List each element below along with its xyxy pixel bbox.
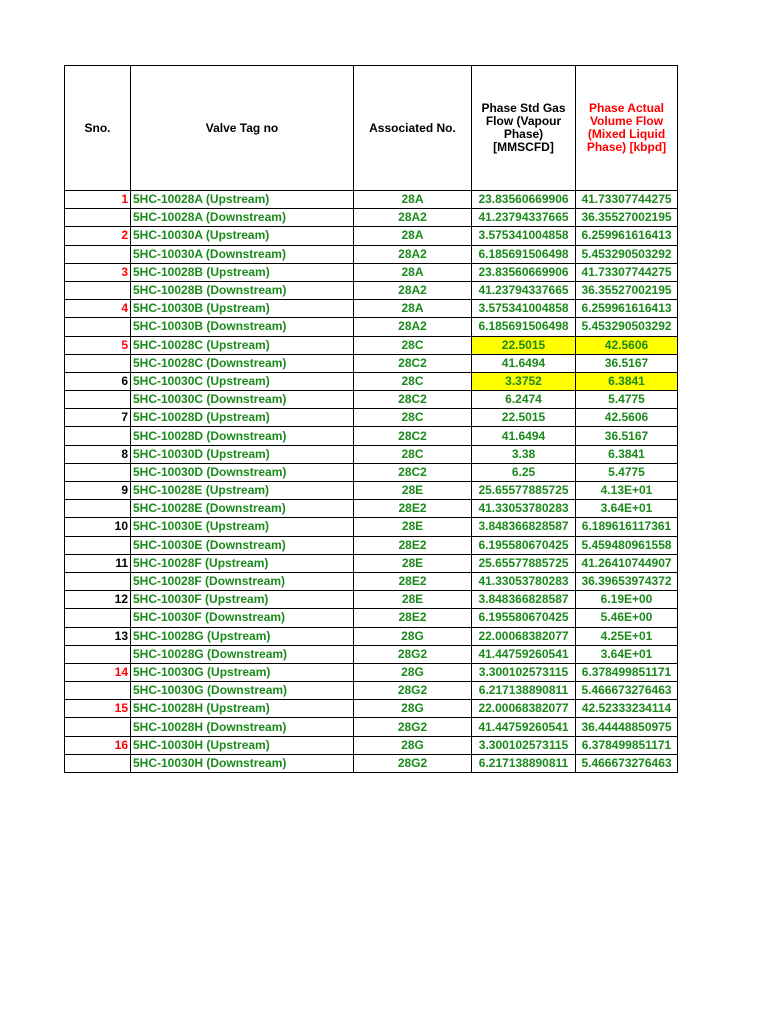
cell-sno[interactable] — [65, 318, 131, 336]
valve-flow-table — [64, 65, 678, 773]
cell-associated-no[interactable]: 28C2 — [354, 427, 472, 445]
cell-associated-no[interactable]: 28C2 — [354, 463, 472, 481]
cell-associated-no[interactable]: 28G — [354, 700, 472, 718]
table-row — [65, 318, 678, 336]
table-row — [65, 718, 678, 736]
cell-valve-tag[interactable]: 5HC-10030C (Upstream) — [131, 372, 354, 390]
cell-associated-no[interactable]: 28E2 — [354, 572, 472, 590]
cell-sno[interactable]: 1 — [65, 191, 131, 209]
cell-gas-flow[interactable]: 41.33053780283 — [472, 500, 576, 518]
table-row — [65, 736, 678, 754]
cell-associated-no[interactable]: 28A2 — [354, 245, 472, 263]
cell-liquid-flow[interactable]: 42.5606 — [576, 409, 678, 427]
cell-gas-flow[interactable]: 6.195580670425 — [472, 536, 576, 554]
cell-liquid-flow[interactable]: 4.13E+01 — [576, 482, 678, 500]
cell-valve-tag[interactable]: 5HC-10028F (Upstream) — [131, 554, 354, 572]
cell-gas-flow[interactable]: 6.217138890811 — [472, 754, 576, 772]
cell-liquid-flow[interactable]: 6.3841 — [576, 445, 678, 463]
cell-liquid-flow[interactable]: 36.44448850975 — [576, 718, 678, 736]
cell-valve-tag[interactable]: 5HC-10030E (Downstream) — [131, 536, 354, 554]
cell-valve-tag[interactable]: 5HC-10030H (Downstream) — [131, 754, 354, 772]
cell-sno[interactable] — [65, 245, 131, 263]
table-row — [65, 482, 678, 500]
cell-sno[interactable]: 16 — [65, 736, 131, 754]
cell-liquid-flow[interactable]: 3.64E+01 — [576, 500, 678, 518]
cell-valve-tag[interactable]: 5HC-10028E (Upstream) — [131, 482, 354, 500]
table-row — [65, 372, 678, 390]
cell-associated-no[interactable]: 28E2 — [354, 536, 472, 554]
cell-liquid-flow[interactable]: 6.189616117361 — [576, 518, 678, 536]
table-row — [65, 191, 678, 209]
cell-valve-tag[interactable]: 5HC-10028H (Downstream) — [131, 718, 354, 736]
cell-gas-flow[interactable]: 25.65577885725 — [472, 482, 576, 500]
cell-valve-tag[interactable]: 5HC-10028E (Downstream) — [131, 500, 354, 518]
cell-gas-flow[interactable]: 3.38 — [472, 445, 576, 463]
header-associated-no: Associated No. — [354, 66, 472, 191]
cell-valve-tag[interactable]: 5HC-10028C (Upstream) — [131, 336, 354, 354]
cell-sno[interactable] — [65, 281, 131, 299]
table-row — [65, 554, 678, 572]
cell-liquid-flow[interactable]: 5.466673276463 — [576, 682, 678, 700]
cell-associated-no[interactable]: 28E2 — [354, 609, 472, 627]
cell-gas-flow[interactable]: 22.5015 — [472, 336, 576, 354]
cell-gas-flow[interactable]: 6.185691506498 — [472, 245, 576, 263]
table-row — [65, 572, 678, 590]
table-row — [65, 245, 678, 263]
cell-gas-flow[interactable]: 22.00068382077 — [472, 627, 576, 645]
cell-sno[interactable]: 3 — [65, 263, 131, 281]
cell-gas-flow[interactable]: 41.23794337665 — [472, 281, 576, 299]
cell-valve-tag[interactable]: 5HC-10028B (Downstream) — [131, 281, 354, 299]
header-liquid-flow: Phase Actual Volume Flow (Mixed Liquid Phase) [kbpd] — [576, 66, 678, 191]
cell-liquid-flow[interactable]: 36.39653974372 — [576, 572, 678, 590]
table-row — [65, 591, 678, 609]
cell-gas-flow[interactable]: 3.848366828587 — [472, 518, 576, 536]
cell-gas-flow[interactable]: 3.3752 — [472, 372, 576, 390]
table-row — [65, 754, 678, 772]
cell-associated-no[interactable]: 28G2 — [354, 682, 472, 700]
cell-gas-flow[interactable]: 41.6494 — [472, 354, 576, 372]
table-row — [65, 336, 678, 354]
cell-sno[interactable]: 12 — [65, 591, 131, 609]
cell-associated-no[interactable]: 28E — [354, 482, 472, 500]
table-row — [65, 209, 678, 227]
cell-valve-tag[interactable]: 5HC-10028H (Upstream) — [131, 700, 354, 718]
cell-associated-no[interactable]: 28G — [354, 627, 472, 645]
header-row — [65, 66, 678, 191]
table-row — [65, 663, 678, 681]
cell-sno[interactable] — [65, 427, 131, 445]
cell-sno[interactable] — [65, 609, 131, 627]
cell-gas-flow[interactable]: 41.44759260541 — [472, 645, 576, 663]
cell-valve-tag[interactable]: 5HC-10030D (Downstream) — [131, 463, 354, 481]
cell-valve-tag[interactable]: 5HC-10030B (Upstream) — [131, 300, 354, 318]
cell-sno[interactable]: 11 — [65, 554, 131, 572]
cell-liquid-flow[interactable]: 6.3841 — [576, 372, 678, 390]
cell-associated-no[interactable]: 28E — [354, 518, 472, 536]
cell-gas-flow[interactable]: 3.575341004858 — [472, 300, 576, 318]
cell-sno[interactable]: 9 — [65, 482, 131, 500]
cell-gas-flow[interactable]: 3.300102573115 — [472, 663, 576, 681]
table-row — [65, 281, 678, 299]
cell-gas-flow[interactable]: 3.848366828587 — [472, 591, 576, 609]
cell-liquid-flow[interactable]: 5.453290503292 — [576, 318, 678, 336]
cell-sno[interactable]: 4 — [65, 300, 131, 318]
table-row — [65, 391, 678, 409]
cell-liquid-flow[interactable]: 5.453290503292 — [576, 245, 678, 263]
cell-valve-tag[interactable]: 5HC-10030A (Downstream) — [131, 245, 354, 263]
cell-liquid-flow[interactable]: 6.259961616413 — [576, 300, 678, 318]
cell-gas-flow[interactable]: 23.83560669906 — [472, 191, 576, 209]
cell-liquid-flow[interactable]: 4.25E+01 — [576, 627, 678, 645]
cell-gas-flow[interactable]: 6.2474 — [472, 391, 576, 409]
cell-sno[interactable]: 8 — [65, 445, 131, 463]
cell-gas-flow[interactable]: 6.25 — [472, 463, 576, 481]
cell-associated-no[interactable]: 28G — [354, 663, 472, 681]
table-row — [65, 354, 678, 372]
table-row — [65, 500, 678, 518]
cell-associated-no[interactable]: 28C2 — [354, 354, 472, 372]
cell-gas-flow[interactable]: 22.5015 — [472, 409, 576, 427]
cell-gas-flow[interactable]: 3.575341004858 — [472, 227, 576, 245]
cell-valve-tag[interactable]: 5HC-10030E (Upstream) — [131, 518, 354, 536]
cell-liquid-flow[interactable]: 36.35527002195 — [576, 281, 678, 299]
cell-sno[interactable] — [65, 391, 131, 409]
cell-associated-no[interactable]: 28A2 — [354, 209, 472, 227]
cell-valve-tag[interactable]: 5HC-10030F (Upstream) — [131, 591, 354, 609]
cell-liquid-flow[interactable]: 36.5167 — [576, 427, 678, 445]
cell-valve-tag[interactable]: 5HC-10028A (Upstream) — [131, 191, 354, 209]
cell-sno[interactable] — [65, 572, 131, 590]
cell-associated-no[interactable]: 28C — [354, 336, 472, 354]
cell-valve-tag[interactable]: 5HC-10028D (Upstream) — [131, 409, 354, 427]
cell-gas-flow[interactable]: 41.6494 — [472, 427, 576, 445]
table-row — [65, 463, 678, 481]
cell-sno[interactable]: 15 — [65, 700, 131, 718]
table-row — [65, 700, 678, 718]
cell-sno[interactable] — [65, 718, 131, 736]
cell-associated-no[interactable]: 28G2 — [354, 645, 472, 663]
cell-associated-no[interactable]: 28A — [354, 191, 472, 209]
table-row — [65, 409, 678, 427]
cell-gas-flow[interactable]: 41.23794337665 — [472, 209, 576, 227]
cell-valve-tag[interactable]: 5HC-10030D (Upstream) — [131, 445, 354, 463]
cell-liquid-flow[interactable]: 5.4775 — [576, 391, 678, 409]
cell-sno[interactable] — [65, 645, 131, 663]
cell-valve-tag[interactable]: 5HC-10028A (Downstream) — [131, 209, 354, 227]
table-row — [65, 227, 678, 245]
cell-gas-flow[interactable]: 6.217138890811 — [472, 682, 576, 700]
table-row — [65, 627, 678, 645]
cell-gas-flow[interactable]: 23.83560669906 — [472, 263, 576, 281]
cell-gas-flow[interactable]: 22.00068382077 — [472, 700, 576, 718]
cell-associated-no[interactable]: 28E — [354, 554, 472, 572]
cell-associated-no[interactable]: 28A — [354, 300, 472, 318]
cell-valve-tag[interactable]: 5HC-10028G (Downstream) — [131, 645, 354, 663]
cell-sno[interactable] — [65, 682, 131, 700]
table-row — [65, 300, 678, 318]
cell-liquid-flow[interactable]: 5.46E+00 — [576, 609, 678, 627]
cell-valve-tag[interactable]: 5HC-10030H (Upstream) — [131, 736, 354, 754]
cell-gas-flow[interactable]: 41.33053780283 — [472, 572, 576, 590]
cell-liquid-flow[interactable]: 36.5167 — [576, 354, 678, 372]
cell-sno[interactable] — [65, 354, 131, 372]
cell-sno[interactable]: 10 — [65, 518, 131, 536]
table-body — [65, 191, 678, 773]
cell-liquid-flow[interactable]: 3.64E+01 — [576, 645, 678, 663]
table-header — [65, 66, 678, 191]
cell-valve-tag[interactable]: 5HC-10028F (Downstream) — [131, 572, 354, 590]
table-row — [65, 682, 678, 700]
table-row — [65, 263, 678, 281]
cell-gas-flow[interactable]: 6.185691506498 — [472, 318, 576, 336]
cell-gas-flow[interactable]: 41.44759260541 — [472, 718, 576, 736]
cell-sno[interactable] — [65, 500, 131, 518]
cell-associated-no[interactable]: 28E — [354, 591, 472, 609]
cell-valve-tag[interactable]: 5HC-10030F (Downstream) — [131, 609, 354, 627]
cell-valve-tag[interactable]: 5HC-10028C (Downstream) — [131, 354, 354, 372]
cell-sno[interactable] — [65, 209, 131, 227]
cell-sno[interactable]: 2 — [65, 227, 131, 245]
cell-valve-tag[interactable]: 5HC-10030C (Downstream) — [131, 391, 354, 409]
table-row — [65, 536, 678, 554]
cell-associated-no[interactable]: 28A — [354, 227, 472, 245]
cell-valve-tag[interactable]: 5HC-10030B (Downstream) — [131, 318, 354, 336]
cell-gas-flow[interactable]: 25.65577885725 — [472, 554, 576, 572]
cell-associated-no[interactable]: 28C2 — [354, 391, 472, 409]
cell-associated-no[interactable]: 28A — [354, 263, 472, 281]
cell-liquid-flow[interactable]: 42.52333234114 — [576, 700, 678, 718]
cell-liquid-flow[interactable]: 42.5606 — [576, 336, 678, 354]
header-gas-flow: Phase Std Gas Flow (Vapour Phase) [MMSCFD] — [472, 66, 576, 191]
table-row — [65, 645, 678, 663]
table-row — [65, 518, 678, 536]
cell-associated-no[interactable]: 28C — [354, 409, 472, 427]
header-valve-tag: Valve Tag no — [131, 66, 354, 191]
cell-liquid-flow[interactable]: 5.466673276463 — [576, 754, 678, 772]
cell-liquid-flow[interactable]: 6.378499851171 — [576, 663, 678, 681]
cell-sno[interactable]: 7 — [65, 409, 131, 427]
cell-valve-tag[interactable]: 5HC-10028B (Upstream) — [131, 263, 354, 281]
cell-associated-no[interactable]: 28A2 — [354, 318, 472, 336]
cell-associated-no[interactable]: 28C — [354, 445, 472, 463]
cell-associated-no[interactable]: 28G — [354, 736, 472, 754]
cell-gas-flow[interactable]: 3.300102573115 — [472, 736, 576, 754]
header-sno: Sno. — [65, 66, 131, 191]
cell-valve-tag[interactable]: 5HC-10028D (Downstream) — [131, 427, 354, 445]
cell-sno[interactable]: 6 — [65, 372, 131, 390]
cell-sno[interactable] — [65, 754, 131, 772]
cell-liquid-flow[interactable]: 41.73307744275 — [576, 191, 678, 209]
cell-sno[interactable] — [65, 463, 131, 481]
cell-valve-tag[interactable]: 5HC-10030A (Upstream) — [131, 227, 354, 245]
cell-associated-no[interactable]: 28A2 — [354, 281, 472, 299]
table-row — [65, 427, 678, 445]
table-row — [65, 445, 678, 463]
cell-sno[interactable]: 13 — [65, 627, 131, 645]
cell-sno[interactable]: 14 — [65, 663, 131, 681]
cell-associated-no[interactable]: 28G2 — [354, 754, 472, 772]
cell-liquid-flow[interactable]: 41.73307744275 — [576, 263, 678, 281]
cell-liquid-flow[interactable]: 6.259961616413 — [576, 227, 678, 245]
cell-gas-flow[interactable]: 6.195580670425 — [472, 609, 576, 627]
cell-liquid-flow[interactable]: 5.459480961558 — [576, 536, 678, 554]
cell-associated-no[interactable]: 28C — [354, 372, 472, 390]
cell-sno[interactable]: 5 — [65, 336, 131, 354]
cell-liquid-flow[interactable]: 36.35527002195 — [576, 209, 678, 227]
cell-liquid-flow[interactable]: 5.4775 — [576, 463, 678, 481]
cell-valve-tag[interactable]: 5HC-10030G (Downstream) — [131, 682, 354, 700]
cell-sno[interactable] — [65, 536, 131, 554]
cell-valve-tag[interactable]: 5HC-10030G (Upstream) — [131, 663, 354, 681]
cell-liquid-flow[interactable]: 41.26410744907 — [576, 554, 678, 572]
cell-associated-no[interactable]: 28G2 — [354, 718, 472, 736]
cell-liquid-flow[interactable]: 6.19E+00 — [576, 591, 678, 609]
cell-valve-tag[interactable]: 5HC-10028G (Upstream) — [131, 627, 354, 645]
cell-associated-no[interactable]: 28E2 — [354, 500, 472, 518]
cell-liquid-flow[interactable]: 6.378499851171 — [576, 736, 678, 754]
table-row — [65, 609, 678, 627]
